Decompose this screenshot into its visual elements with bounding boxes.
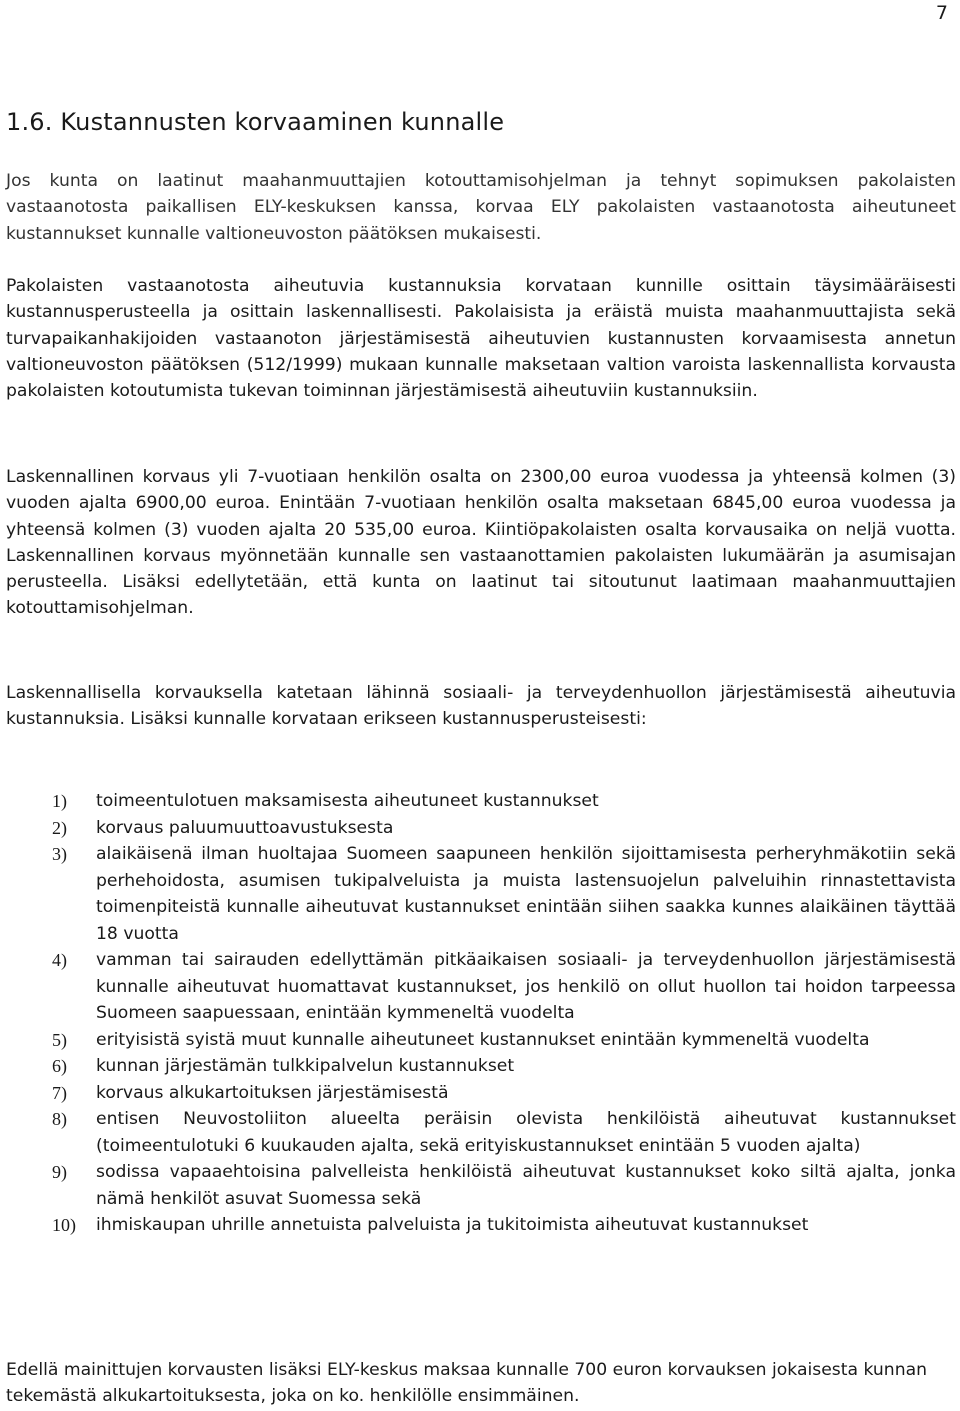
- list-item-text: erityisistä syistä muut kunnalle aiheutuneet kustannukset enintään kymmeneltä vuodelta: [96, 1029, 870, 1050]
- list-item-number: 10): [52, 1215, 76, 1235]
- list-item-number: 6): [52, 1056, 67, 1076]
- compensation-amounts-paragraph: Laskennallinen korvaus yli 7-vuotiaan henkilön osalta on 2300,00 euroa vuodessa ja yhteensä kolmen (3) vuoden ajalta 6900,00 euroa. Enintään 7-vuotiaan henkilön osalta maksetaan 6845,00 euroa vuodessa ja yhteensä kolmen (3) vuoden ajalta 20 535,00 euroa. Kiintiöpakolaisten osalta korvausaika on neljä vuotta. Laskennallinen korvaus myönnetään kunnalle sen vastaanottamien pakolaisten lukumäärän ja asumisajan perusteella. Lisäksi edellytetään, että kunta on laatinut tai sitoutunut laatimaan maahanmuuttajien kotouttamisohjelman.: [6, 467, 956, 619]
- list-item: [0, 947, 960, 1027]
- list-item: [0, 1053, 960, 1080]
- list-item-text: korvaus paluumuuttoavustuksesta: [96, 817, 394, 838]
- list-item-number: 8): [52, 1109, 67, 1129]
- list-item: [0, 1027, 960, 1054]
- list-item-text: korvaus alkukartoituksen järjestämisestä: [96, 1082, 449, 1103]
- list-item-text: ihmiskaupan uhrille annetuista palveluista ja tukitoimista aiheutuvat kustannukset: [96, 1215, 809, 1235]
- list-item: [0, 815, 960, 842]
- list-item: [0, 1159, 960, 1212]
- page-number: 7: [935, 2, 948, 24]
- list-item-number: 5): [52, 1029, 67, 1050]
- intro-paragraph: Jos kunta on laatinut maahanmuuttajien kotouttamisohjelman ja tehnyt sopimuksen pakolaisten vastaanotosta paikallisen ELY-keskuksen kanssa, korvaa ELY pakolaisten vastaanotosta aiheutuneet kustannukset kunnalle valtioneuvoston päätöksen mukaisesti.: [6, 171, 956, 244]
- additional-costs-paragraph: Laskennallisella korvauksella katetaan lähinnä sosiaali- ja terveydenhuollon järjestämisestä aiheutuvia kustannuksia. Lisäksi kunnalle korvataan erikseen kustannusperusteisesti:: [6, 683, 956, 730]
- list-item-number: 9): [52, 1162, 67, 1182]
- list-item: [0, 1212, 960, 1239]
- section-heading: 1.6. Kustannusten korvaaminen kunnalle: [6, 108, 505, 136]
- reimbursable-costs-list: [0, 788, 960, 1239]
- list-item-text: toimeentulotuen maksamisesta aiheutuneet kustannukset: [96, 791, 599, 811]
- list-item-number: 2): [52, 817, 67, 838]
- cost-basis-paragraph: Pakolaisten vastaanotosta aiheutuvia kustannuksia korvataan kunnille osittain täysimääräisesti kustannusperusteella ja osittain laskennallisesti. Pakolaisista ja eräistä muista maahanmuuttajista sekä turvapaikanhakijoiden vastaanoton järjestämisestä aiheutuvien kustannusten korvaamisesta annetun valtioneuvoston päätöksen (512/1999) mukaan kunnalle maksetaan valtion varoista laskennallista korvausta pakolaisten kotoutumista tukevan toiminnan järjestämisestä aiheutuviin kustannuksiin.: [6, 276, 956, 402]
- list-item-text: vamman tai sairauden edellyttämän pitkäaikaisen sosiaali- ja terveydenhuollon järjestämisestä kunnalle aiheutuvat huomattavat kustannukset, jos henkilö on ollut huollon tai hoidon tarpeessa Suomeen saapuessaan, enintään kymmeneltä vuodelta: [96, 950, 956, 1023]
- list-item: [0, 1080, 960, 1107]
- list-item-number: 1): [52, 791, 67, 811]
- closing-paragraph: Edellä mainittujen korvausten lisäksi ELY-keskus maksaa kunnalle 700 euron korvauksen jokaisesta kunnan tekemästä alkukartoituksesta, joka on ko. henkilölle ensimmäinen.: [6, 1360, 928, 1407]
- list-item-number: 4): [52, 950, 67, 970]
- list-item: [0, 841, 960, 947]
- list-item-text: kunnan järjestämän tulkkipalvelun kustannukset: [96, 1056, 515, 1076]
- list-item-text: sodissa vapaaehtoisina palvelleista henkilöistä aiheutuvat kustannukset koko siltä ajalta, jonka nämä henkilöt asuvat Suomessa sekä: [96, 1162, 956, 1209]
- list-item-text: alaikäisenä ilman huoltajaa Suomeen saapuneen henkilön sijoittamisesta perheryhmäkotiin sekä perhehoidosta, asumisen tukipalveluista ja muista lastensuojelun palveluihin rinnastettavista toimenpiteistä kunnalle aiheutuvat kustannukset enintään siihen saakka kunnes alaikäinen täyttää 18 vuotta: [96, 844, 956, 944]
- list-item-number: 3): [52, 844, 67, 864]
- list-item-number: 7): [52, 1082, 67, 1103]
- list-item: [0, 1106, 960, 1159]
- list-item-text: entisen Neuvostoliiton alueelta peräisin olevista henkilöistä aiheutuvat kustannukset (toimeentulotuki 6 kuukauden ajalta, sekä erityiskustannukset enintään 5 vuoden ajalta): [96, 1109, 956, 1156]
- list-item: [0, 788, 960, 815]
